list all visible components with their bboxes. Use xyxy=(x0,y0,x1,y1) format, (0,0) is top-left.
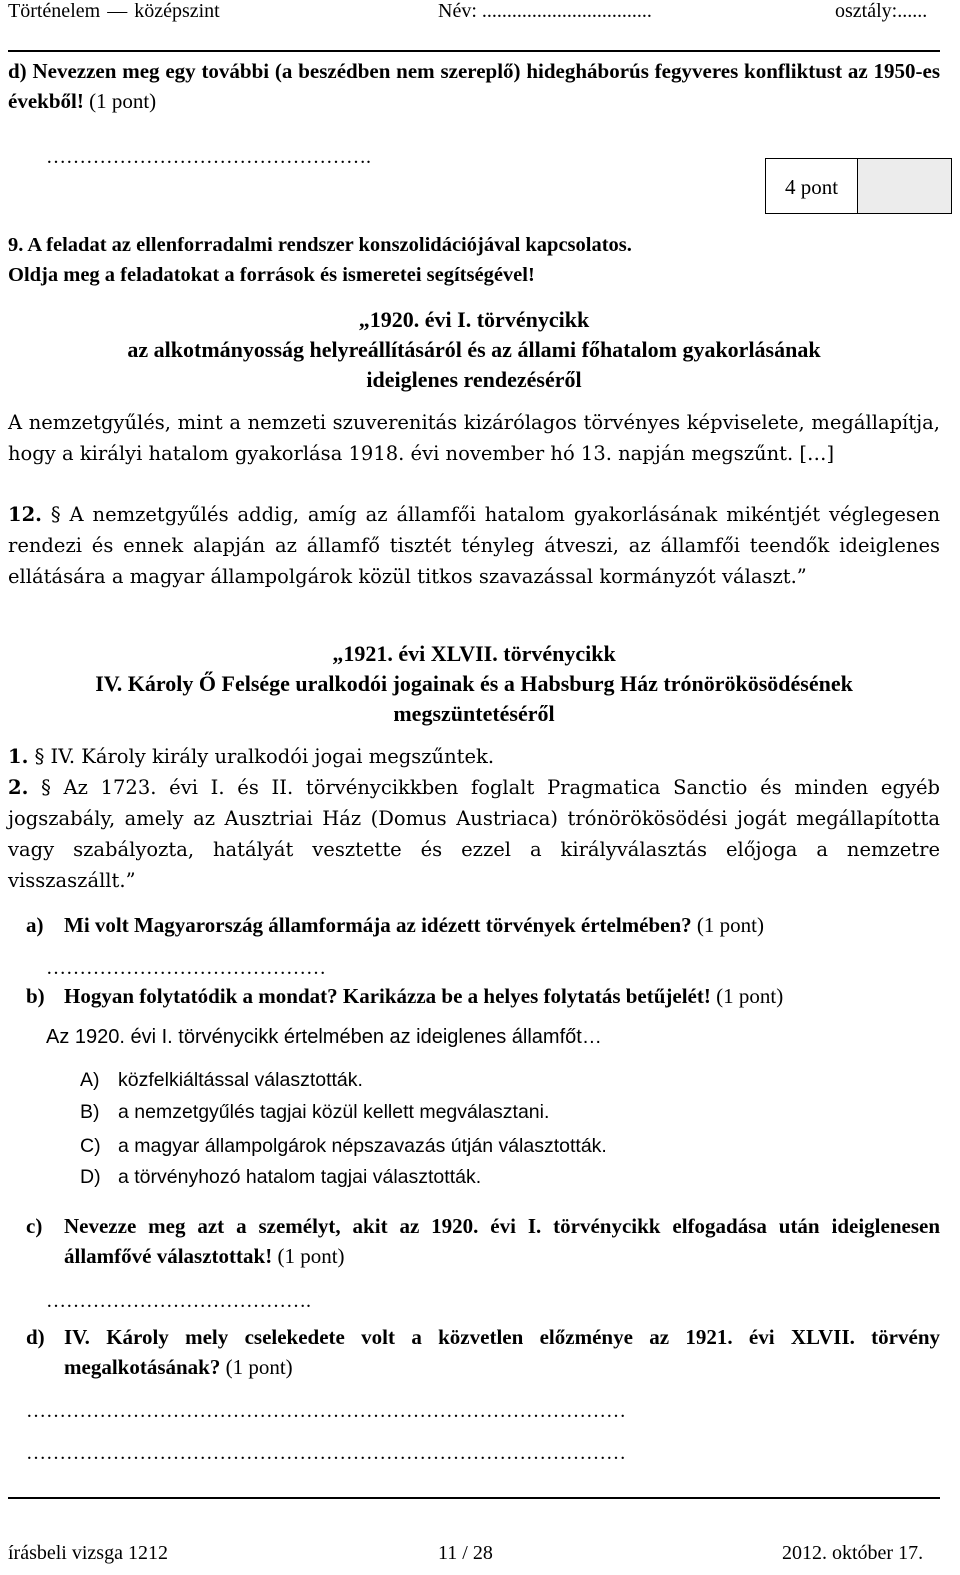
p2-text: § Az 1723. évi I. és II. törvénycikkben foglalt Pragmatica Sanctio és minden egyéb jogszabály, amely az Ausztriai Ház (Domus Austriaca) trónörökösödési jogát megállapította vagy szabályozta, hatályát vesztette és ezzel a királyválasztás előjoga a nemzetre visszaszállt.” xyxy=(8,776,940,892)
source1-para2 xyxy=(8,499,940,592)
option-b-letter: B) xyxy=(80,1101,100,1123)
header-subject xyxy=(8,0,220,23)
score-entry-box[interactable] xyxy=(857,158,952,214)
sub-c-text: Nevezze meg azt a személyt, akit az 1920. évi I. törvénycikk elfogadása után ideiglenesen államfővé választottak! xyxy=(64,1214,940,1268)
sub-b-question xyxy=(26,981,940,1011)
score-label-box xyxy=(765,158,858,214)
header-rule xyxy=(8,50,940,52)
sub-d-text: IV. Károly mely cselekedete volt a közvetlen előzménye az 1921. évi XLVII. törvény megalkotásának? xyxy=(64,1325,940,1379)
q9-line2: Oldja meg a feladatokat a források és ismeretei segítségével! xyxy=(8,264,535,286)
q8d-text: d) Nevezzen meg egy további (a beszédben nem szereplő) hidegháborús fegyveres konfliktust az 1950-es évekből! xyxy=(8,59,940,113)
source1-subtitle2: ideiglenes rendezéséről xyxy=(366,367,582,392)
footer-rule xyxy=(8,1497,940,1499)
source2-title: „1921. évi XLVII. törvénycikk xyxy=(332,641,616,666)
sub-c-points: (1 pont) xyxy=(272,1244,345,1268)
sub-d-points: (1 pont) xyxy=(220,1355,293,1379)
option-b-text: a nemzetgyűlés tagjai közül kellett megválasztani. xyxy=(118,1101,550,1123)
sub-b-text: Hogyan folytatódik a mondat? Karikázza be a helyes folytatás betűjelét! xyxy=(64,984,711,1008)
q8d-points: (1 pont) xyxy=(83,89,157,113)
option-b[interactable] xyxy=(80,1101,549,1124)
q9-line1: 9. A feladat az ellenforradalmi rendszer konszolidációjával kapcsolatos. xyxy=(8,234,632,256)
sub-a-question xyxy=(26,910,940,940)
footer-exam-code: írásbeli vizsga 1212 xyxy=(8,1542,168,1564)
source1-para1: A nemzetgyűlés, mint a nemzeti szuverenitás kizárólagos törvényes képviselete, megállapítja, hogy a királyi hatalom gyakorlása 1918. évi november hó 13. napján megszűnt. […] xyxy=(8,411,940,465)
sub-a-text: Mi volt Magyarország államformája az idézett törvények értelmében? xyxy=(64,913,692,937)
option-c-text: a magyar állampolgárok népszavazás útján választották. xyxy=(118,1135,607,1157)
sub-c-label: c) xyxy=(26,1214,43,1238)
sub-d-answer-line-2[interactable]: ……………………………………………………………………………… xyxy=(26,1442,626,1464)
source1-subtitle1: az alkotmányosság helyreállításáról és az állami főhatalom gyakorlásának xyxy=(127,337,821,362)
option-d-letter: D) xyxy=(80,1166,101,1188)
source2-subtitle2: megszüntetéséről xyxy=(393,701,555,726)
footer-page-number: 11 / 28 xyxy=(438,1542,493,1564)
footer-date: 2012. október 17. xyxy=(782,1542,924,1564)
sub-b-points: (1 pont) xyxy=(710,984,784,1008)
para2-number: 12. xyxy=(8,503,42,526)
sub-c-answer-line[interactable]: …………………………………. xyxy=(46,1290,311,1312)
option-c[interactable] xyxy=(80,1135,607,1158)
source2-paragraph1 xyxy=(8,741,940,772)
source2-subtitle1: IV. Károly Ő Felsége uralkodói jogainak és a Habsburg Ház trónörökösödésének xyxy=(95,671,853,696)
para2-text: A nemzetgyűlés addig, amíg az államfői hatalom gyakorlásának mikéntjét véglegesen rendezi és ennek alapján az államfő tisztét tényleg átveszi, az államfői teendők ideiglenes ellátására a magyar állampolgárok közül titkos szavazással kormányzót választ.” xyxy=(8,503,940,588)
sub-b-stem: Az 1920. évi I. törvénycikk értelmében az ideiglenes államfőt… xyxy=(46,1026,602,1048)
sub-a-label: a) xyxy=(26,913,44,937)
option-a-text: közfelkiáltással választották. xyxy=(118,1069,363,1091)
subject-text: Történelem xyxy=(8,0,101,22)
sub-d-question xyxy=(26,1322,940,1382)
p1-number: 1. xyxy=(8,745,29,768)
section-sign: § xyxy=(50,503,61,526)
option-d-text: a törvényhozó hatalom tagjai választották. xyxy=(118,1166,482,1188)
score-label: 4 pont xyxy=(784,175,839,199)
level-text: középszint xyxy=(134,0,220,22)
q8d-answer-line[interactable]: …………………………………………. xyxy=(46,146,371,168)
p1-text: § IV. Károly király uralkodói jogai megszűntek. xyxy=(34,745,495,768)
sub-c-question xyxy=(26,1211,940,1271)
class-field[interactable]: osztály:...... xyxy=(835,0,928,22)
sub-a-points: (1 pont) xyxy=(691,913,764,937)
source2-paragraph2 xyxy=(8,772,940,896)
sub-b-label: b) xyxy=(26,984,45,1008)
sub-a-answer-line[interactable]: …………………………………… xyxy=(46,957,326,979)
option-c-letter: C) xyxy=(80,1135,101,1157)
sub-d-label: d) xyxy=(26,1325,45,1349)
name-field[interactable]: Név: .................................. xyxy=(438,0,652,22)
source1-title: „1920. évi I. törvénycikk xyxy=(358,307,590,332)
p2-number: 2. xyxy=(8,776,29,799)
option-a[interactable] xyxy=(80,1069,363,1092)
option-a-letter: A) xyxy=(80,1069,100,1091)
sub-d-answer-line-1[interactable]: ……………………………………………………………………………… xyxy=(26,1400,626,1422)
option-d[interactable] xyxy=(80,1166,481,1189)
q8d-question xyxy=(8,56,940,116)
dash-text: — xyxy=(107,0,128,22)
